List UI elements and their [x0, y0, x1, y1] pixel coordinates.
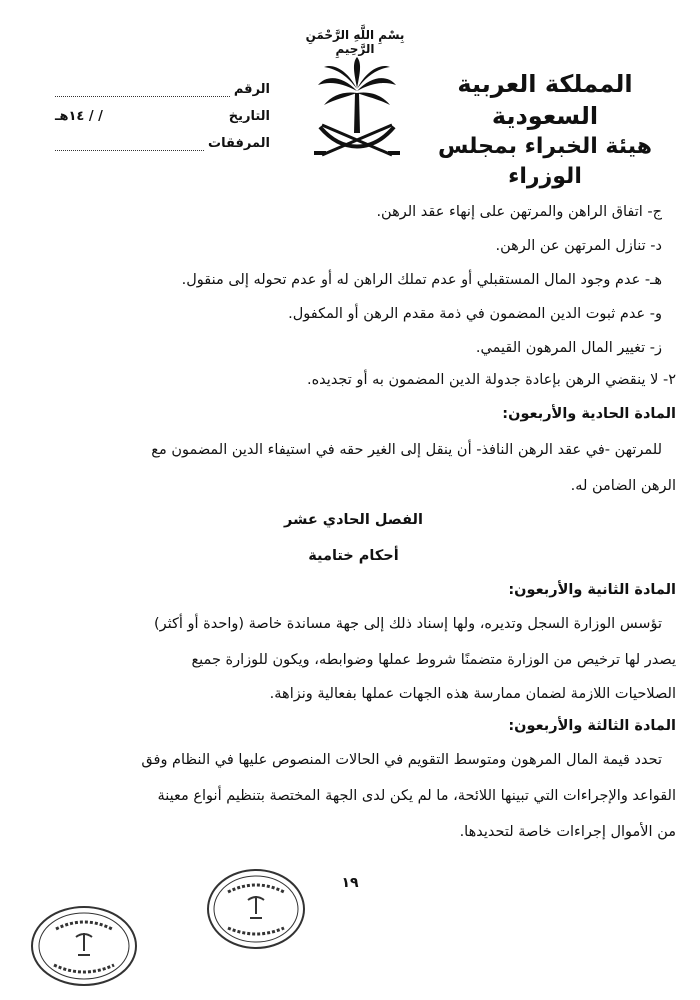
- reference-number-label: الرقم: [233, 82, 270, 97]
- date-row: [55, 97, 270, 124]
- bismillah: بِسْمِ اللَّهِ الرَّحْمَنِ الرَّحِيمِ: [305, 28, 405, 56]
- article-41-title: المادة الحادية والأربعون:: [502, 406, 676, 422]
- palm-and-swords-emblem-icon: [312, 55, 402, 165]
- article-42-line-3: الصلاحيات اللازمة لضمان ممارسة هذه الجهات عملها بفعالية ونزاهة.: [269, 686, 676, 702]
- org-line-2: هيئة الخبراء بمجلس الوزراء: [438, 134, 652, 189]
- attachments-label: المرفقات: [208, 136, 270, 151]
- clause-item-h: هـ- عدم وجود المال المستقبلي أو عدم تملك الراهن له أو عدم تحوله إلى منقول.: [181, 272, 662, 288]
- reference-number-row: [55, 70, 270, 97]
- date-value: / / ١٤هـ: [55, 109, 103, 124]
- clause-item-d: د- تنازل المرتهن عن الرهن.: [495, 238, 662, 254]
- article-42-line-1: تؤسس الوزارة السجل وتديره، ولها إسناد ذلك إلى جهة مساندة خاصة (واحدة أو أكثر): [153, 616, 662, 632]
- reference-block: [55, 70, 270, 151]
- clause-item-z: ز- تغيير المال المرهون القيمي.: [475, 340, 662, 356]
- reference-number-line: [55, 82, 230, 97]
- clause-item-w: و- عدم ثبوت الدين المضمون في ذمة مقدم الرهن أو المكفول.: [288, 306, 662, 322]
- article-43-title: المادة الثالثة والأربعون:: [508, 718, 676, 734]
- article-43-line-3: من الأموال إجراءات خاصة لتحديدها.: [459, 824, 676, 840]
- attachments-row: [55, 124, 270, 151]
- attachments-line: [55, 136, 204, 151]
- organization-name: [430, 68, 660, 192]
- date-label: التاريخ: [228, 109, 270, 124]
- chapter-title: الفصل الحادي عشر: [284, 512, 423, 528]
- article-41-line-2: الرهن الضامن له.: [570, 478, 676, 494]
- official-seal-center-icon: [206, 868, 306, 950]
- clause-item-j: ج- اتفاق الراهن والمرتهن على إنهاء عقد الرهن.: [376, 204, 662, 220]
- official-seal-left-icon: [30, 905, 138, 987]
- chapter-subtitle: أحكام ختامية: [308, 548, 399, 564]
- article-42-line-2: يصدر لها ترخيص من الوزارة متضمنًا شروط عملها وضوابطه، ويكون للوزارة جميع: [191, 652, 676, 668]
- paragraph-2: ٢- لا ينقضي الرهن بإعادة جدولة الدين المضمون به أو تجديده.: [306, 372, 676, 388]
- org-line-1: المملكة العربية السعودية: [457, 70, 633, 130]
- page-number: ١٩: [341, 875, 359, 891]
- article-43-line-1: تحدد قيمة المال المرهون ومتوسط التقويم في الحالات المنصوص عليها في النظام وفق: [141, 752, 662, 768]
- article-42-title: المادة الثانية والأربعون:: [508, 582, 676, 598]
- article-41-line-1: للمرتهن -في عقد الرهن النافذ- أن ينقل إلى الغير حقه في استيفاء الدين المضمون مع: [151, 442, 662, 458]
- article-43-line-2: القواعد والإجراءات التي تبينها اللائحة، ما لم يكن لدى الجهة المختصة بتنظيم أنواع معينة: [157, 788, 676, 804]
